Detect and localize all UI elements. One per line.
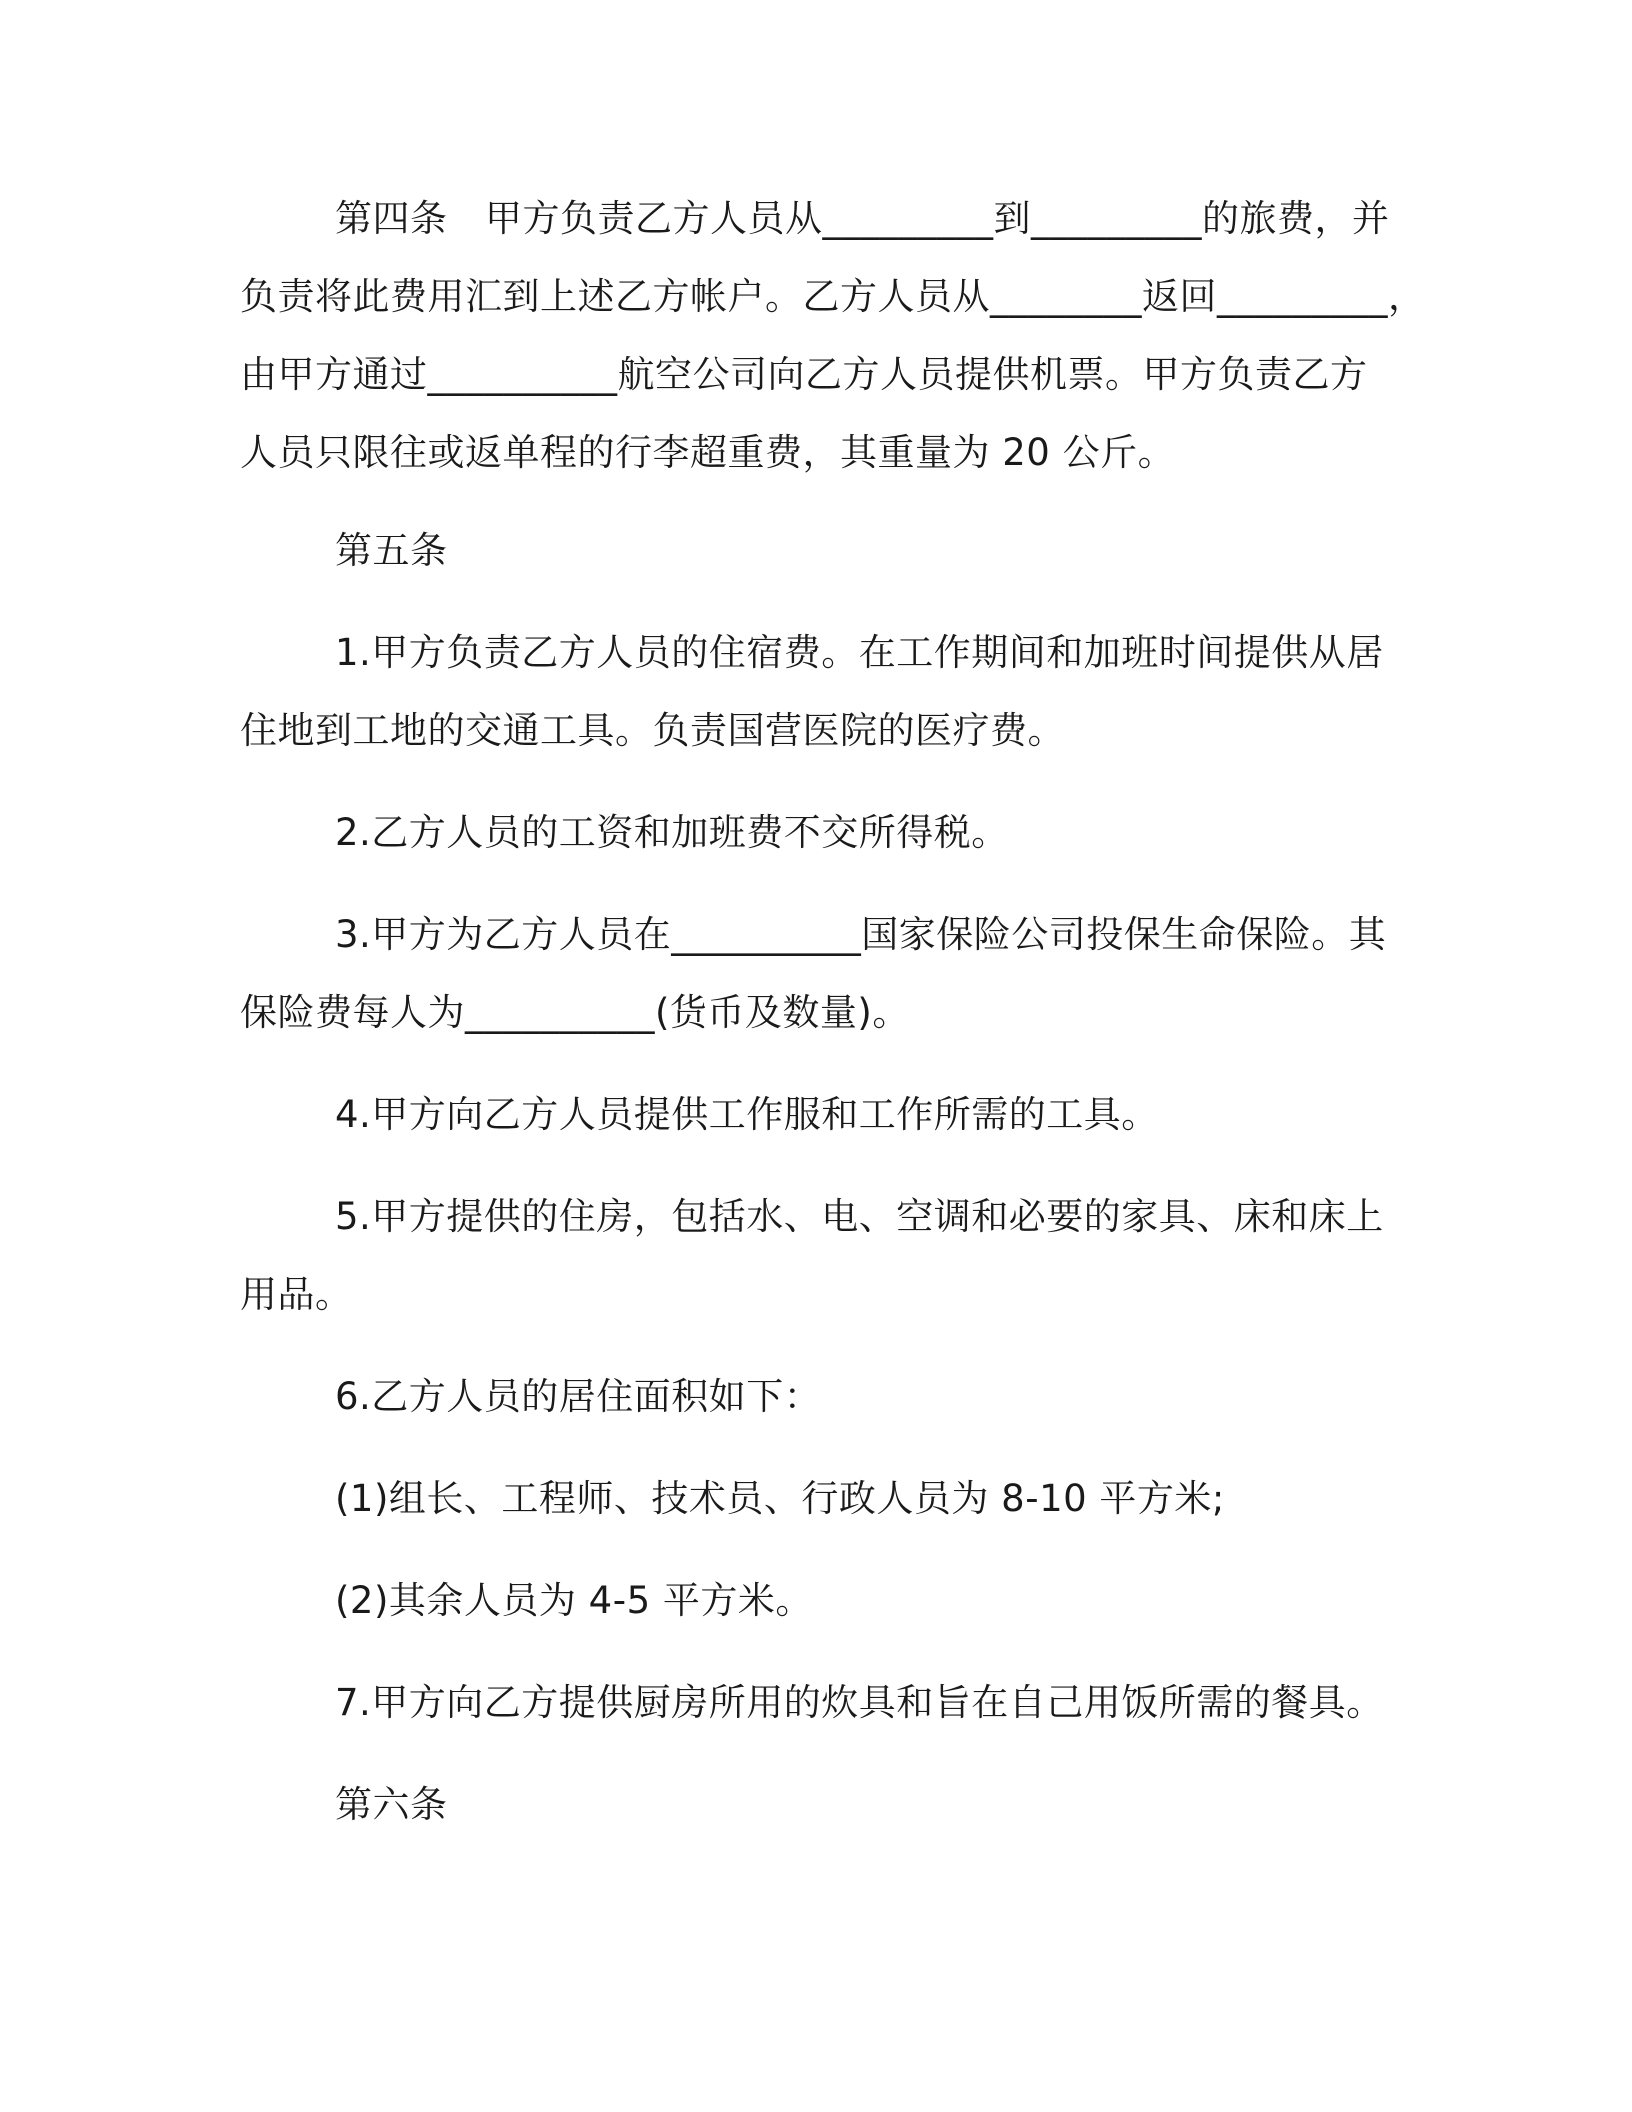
article-4-line-3: 由甲方通过__________航空公司向乙方人员提供机票。甲方负责乙方 xyxy=(240,353,1368,396)
article-6-heading: 第六条 xyxy=(335,1783,448,1826)
article-5-item-6-sub-2: (2)其余人员为 4-5 平方米。 xyxy=(335,1579,813,1622)
article-5-item-4: 4.甲方向乙方人员提供工作服和工作所需的工具。 xyxy=(335,1093,1159,1136)
article-5-item-3: 3.甲方为乙方人员在__________国家保险公司投保生命保险。其 保险费每人为__________(货币及数量)。 xyxy=(240,913,1387,1034)
article-5-item-7: 7.甲方向乙方提供厨房所用的炊具和旨在自己用饭所需的餐具。 xyxy=(335,1681,1384,1724)
article-5-heading: 第五条 xyxy=(335,529,448,572)
article-5-item-6: 6.乙方人员的居住面积如下： xyxy=(335,1375,822,1418)
article-4-line-2: 负责将此费用汇到上述乙方帐户。乙方人员从________返回_________， xyxy=(240,275,1426,318)
article-5-item-2: 2.乙方人员的工资和加班费不交所得税。 xyxy=(335,811,1009,854)
article-4-line-4: 人员只限往或返单程的行李超重费，其重量为 20 公斤。 xyxy=(240,431,1176,474)
article-4-line-1: 第四条 甲方负责乙方人员从_________到_________的旅费，并 xyxy=(335,197,1390,240)
article-5-item-5: 5.甲方提供的住房，包括水、电、空调和必要的家具、床和床上 用品。 xyxy=(240,1195,1384,1316)
article-5-item-6-sub-1: (1)组长、工程师、技术员、行政人员为 8-10 平方米; xyxy=(335,1477,1225,1520)
article-4-paragraph xyxy=(240,180,1426,492)
article-5-item-1: 1.甲方负责乙方人员的住宿费。在工作期间和加班时间提供从居 住地到工地的交通工具。负责国营医院的医疗费。 xyxy=(240,631,1384,752)
